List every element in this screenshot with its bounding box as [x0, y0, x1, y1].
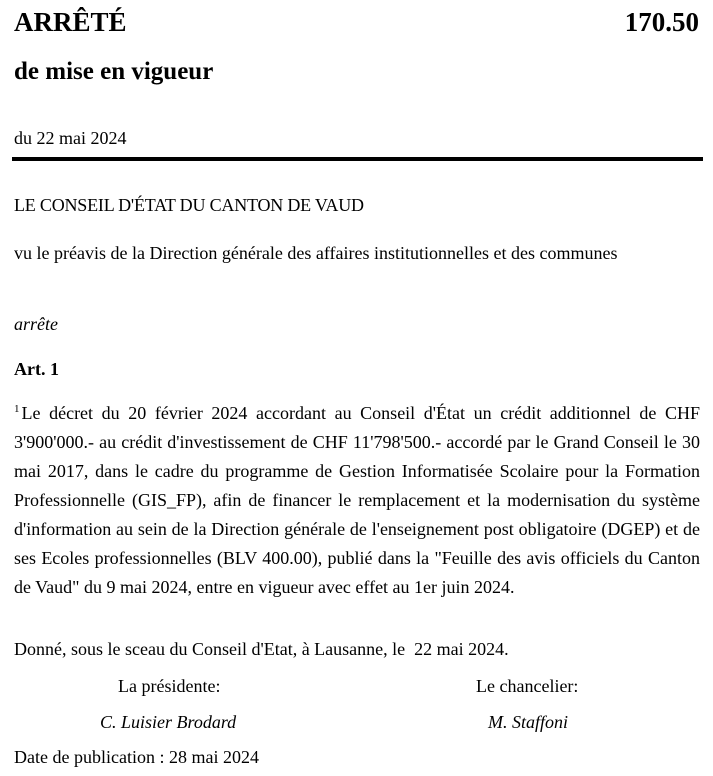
- paragraph-number: 1: [14, 403, 20, 415]
- document-date: du 22 mai 2024: [14, 128, 127, 148]
- signatory-name-chancellor: M. Staffoni: [488, 712, 568, 732]
- article-text: Le décret du 20 février 2024 accordant au Conseil d'État un crédit additionnel de CHF 3'900'000.- au crédit d'investissement de CHF 11'798'500.- accordé par le Grand Conseil le 30 mai 2017, dans le cadre du programme de Gestion Informatisée Scolaire pour la Formation Professionnelle (GIS_FP), afin de financer le remplacement et la modernisation du système d'information au sein de la Direction générale de l'enseignement post obligatoire (DGEP) et de ses Ecoles professionnelles (BLV 400.00), publié dans la "Feuille des avis officiels du Canton de Vaud" du 9 mai 2024, entre en vigueur avec effet au 1er juin 2024.: [14, 403, 700, 597]
- signatory-name-president: C. Luisier Brodard: [100, 712, 237, 732]
- given-statement: Donné, sous le sceau du Conseil d'Etat, à Lausanne, le 22 mai 2024.: [14, 639, 509, 659]
- article-paragraph: [14, 399, 700, 602]
- signatory-role-chancellor: Le chancelier:: [476, 676, 579, 696]
- article-heading: Art. 1: [14, 359, 59, 379]
- document-number: 170.50: [624, 7, 699, 37]
- header-divider: [12, 157, 703, 161]
- issuing-authority: LE CONSEIL D'ÉTAT DU CANTON DE VAUD: [14, 195, 364, 215]
- signatory-role-president: La présidente:: [118, 676, 221, 696]
- document-title: ARRÊTÉ: [14, 7, 127, 37]
- publication-date: Date de publication : 28 mai 2024: [14, 747, 259, 767]
- recital-text: vu le préavis de la Direction générale des affaires institutionnelles et des communes: [14, 243, 618, 263]
- decree-word: arrête: [14, 314, 58, 334]
- document-subtitle: de mise en vigueur: [14, 58, 214, 85]
